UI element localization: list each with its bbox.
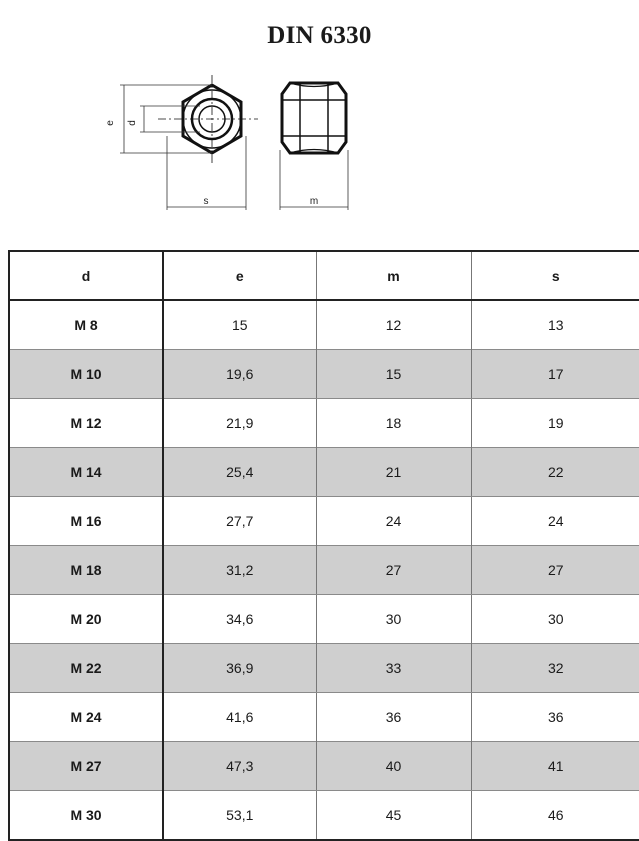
cell-s: 24 bbox=[471, 497, 639, 546]
cell-m: 45 bbox=[316, 791, 471, 841]
table-row bbox=[9, 350, 639, 399]
cell-m: 30 bbox=[316, 595, 471, 644]
cell-d: M 14 bbox=[9, 448, 163, 497]
cell-m: 15 bbox=[316, 350, 471, 399]
cell-e: 36,9 bbox=[163, 644, 316, 693]
header-d: d bbox=[9, 251, 163, 300]
table-row bbox=[9, 448, 639, 497]
dimensions-table bbox=[8, 250, 639, 841]
cell-e: 27,7 bbox=[163, 497, 316, 546]
hex-nut-drawing bbox=[100, 70, 370, 220]
cell-s: 22 bbox=[471, 448, 639, 497]
cell-m: 36 bbox=[316, 693, 471, 742]
table-row bbox=[9, 742, 639, 791]
table-row bbox=[9, 791, 639, 841]
cell-s: 30 bbox=[471, 595, 639, 644]
cell-d: M 10 bbox=[9, 350, 163, 399]
cell-e: 47,3 bbox=[163, 742, 316, 791]
cell-s: 27 bbox=[471, 546, 639, 595]
header-m: m bbox=[316, 251, 471, 300]
cell-e: 34,6 bbox=[163, 595, 316, 644]
cell-s: 17 bbox=[471, 350, 639, 399]
cell-s: 46 bbox=[471, 791, 639, 841]
dim-label-e: e bbox=[105, 120, 116, 126]
table-row bbox=[9, 300, 639, 350]
dimension-lines bbox=[120, 85, 348, 210]
table-row bbox=[9, 497, 639, 546]
cell-e: 21,9 bbox=[163, 399, 316, 448]
table-row bbox=[9, 546, 639, 595]
cell-s: 41 bbox=[471, 742, 639, 791]
cell-s: 36 bbox=[471, 693, 639, 742]
cell-e: 25,4 bbox=[163, 448, 316, 497]
nut-top-view bbox=[158, 75, 258, 165]
cell-d: M 30 bbox=[9, 791, 163, 841]
cell-m: 24 bbox=[316, 497, 471, 546]
cell-e: 41,6 bbox=[163, 693, 316, 742]
cell-e: 15 bbox=[163, 300, 316, 350]
page-title: DIN 6330 bbox=[267, 22, 372, 49]
cell-s: 32 bbox=[471, 644, 639, 693]
table-row bbox=[9, 399, 639, 448]
cell-d: M 27 bbox=[9, 742, 163, 791]
cell-e: 53,1 bbox=[163, 791, 316, 841]
cell-d: M 12 bbox=[9, 399, 163, 448]
table-row bbox=[9, 644, 639, 693]
cell-m: 21 bbox=[316, 448, 471, 497]
cell-d: M 8 bbox=[9, 300, 163, 350]
dim-label-d: d bbox=[127, 120, 138, 126]
cell-e: 19,6 bbox=[163, 350, 316, 399]
cell-m: 40 bbox=[316, 742, 471, 791]
cell-e: 31,2 bbox=[163, 546, 316, 595]
cell-d: M 18 bbox=[9, 546, 163, 595]
table-row bbox=[9, 693, 639, 742]
cell-m: 27 bbox=[316, 546, 471, 595]
table-header-row bbox=[9, 251, 639, 300]
header-s: s bbox=[471, 251, 639, 300]
dim-label-s: s bbox=[203, 196, 209, 207]
cell-s: 13 bbox=[471, 300, 639, 350]
cell-d: M 20 bbox=[9, 595, 163, 644]
cell-m: 12 bbox=[316, 300, 471, 350]
table-row bbox=[9, 595, 639, 644]
cell-m: 33 bbox=[316, 644, 471, 693]
cell-s: 19 bbox=[471, 399, 639, 448]
cell-m: 18 bbox=[316, 399, 471, 448]
cell-d: M 16 bbox=[9, 497, 163, 546]
dim-label-m: m bbox=[309, 196, 319, 207]
header-e: e bbox=[163, 251, 316, 300]
cell-d: M 22 bbox=[9, 644, 163, 693]
cell-d: M 24 bbox=[9, 693, 163, 742]
nut-side-view bbox=[282, 83, 346, 153]
